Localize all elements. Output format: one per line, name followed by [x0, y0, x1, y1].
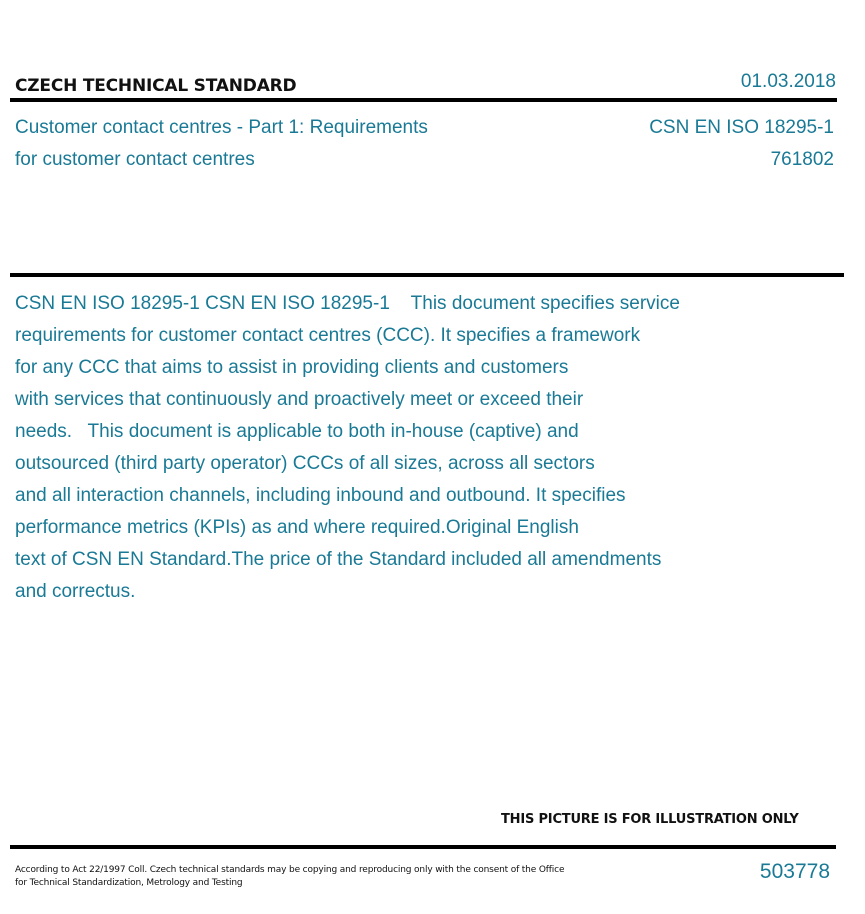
legal-notice-line: for Technical Standardization, Metrology and Testing — [15, 878, 243, 888]
standard-number: CSN EN ISO 18295-1 — [649, 117, 834, 138]
abstract-line: text of CSN EN Standard.The price of the Standard included all amendments — [15, 549, 662, 570]
illustration-note: THIS PICTURE IS FOR ILLUSTRATION ONLY — [501, 812, 799, 827]
catalog-number: 503778 — [759, 860, 830, 883]
footer-divider — [10, 845, 836, 849]
document-title-line-1: Customer contact centres - Part 1: Requirements — [15, 117, 428, 138]
standard-type-heading: CZECH TECHNICAL STANDARD — [15, 76, 297, 96]
legal-notice — [15, 864, 564, 890]
legal-notice-line: According to Act 22/1997 Coll. Czech technical standards may be copying and reproducing only with the consent of the Office — [15, 865, 565, 875]
title-divider — [10, 273, 844, 277]
abstract-line: outsourced (third party operator) CCCs of all sizes, across all sectors — [15, 453, 595, 474]
class-code: 761802 — [770, 149, 834, 170]
abstract-line: CSN EN ISO 18295-1 CSN EN ISO 18295-1 This document specifies service — [15, 293, 680, 314]
abstract-line: and all interaction channels, including inbound and outbound. It specifies — [15, 485, 626, 506]
abstract-line: needs. This document is applicable to both in-house (captive) and — [15, 421, 579, 442]
document-title-line-2: for customer contact centres — [15, 149, 255, 170]
abstract-line: performance metrics (KPIs) as and where required.Original English — [15, 517, 579, 538]
abstract-line: for any CCC that aims to assist in providing clients and customers — [15, 357, 569, 378]
abstract-line: requirements for customer contact centres (CCC). It specifies a framework — [15, 325, 641, 346]
abstract-line: and correctus. — [15, 581, 136, 602]
document-abstract — [15, 288, 815, 608]
publication-date: 01.03.2018 — [740, 71, 836, 92]
abstract-line: with services that continuously and proactively meet or exceed their — [15, 389, 584, 410]
header-divider — [10, 98, 837, 102]
